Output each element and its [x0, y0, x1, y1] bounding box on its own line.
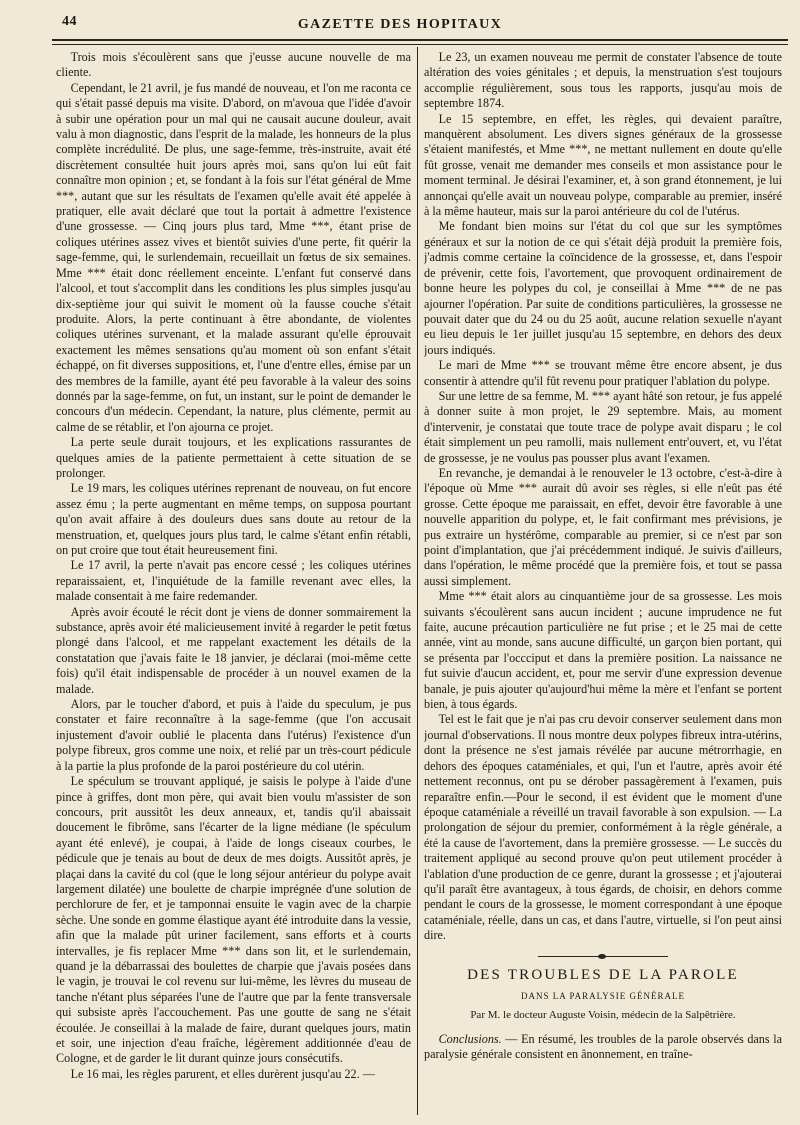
paragraph: Mme *** était alors au cinquantième jour de sa grossesse. Les mois suivants s'écoulèrent sans aucun incident ; aucune imprudence ne fut faite, aucune précaution particulière ne fut prise ; et le 25 mai de cette année, vint au monde, sans aucune difficulté, un garçon bien portant, qui se présenta par l'occciput et dans la première position. La naissance ne fut suivie d'aucun accident, et, pour me servir d'une expression devenue banale, je puis ajouter qu'aujourd'hui même la mère et l'enfant se portent bien, à tous égards. — [424, 589, 782, 712]
section-title: DES TROUBLES DE LA PAROLE — [467, 966, 739, 983]
paragraph: Sur une lettre de sa femme, M. *** ayant hâté son retour, je fus appelé à donner suite à mon projet, le 29 septembre. Mais, au moment d'intervenir, je constatai que toute trace de polype avait disparu ; le col était simplement un peu ramolli, mais nullement entr'ouvert, et, vu l'état de grossesse, je ne voulus pas pousser plus avant l'examen. — [424, 388, 782, 465]
paragraph: Tel est le fait que je n'ai pas cru devoir conserver seulement dans mon journal d'observations. Il nous montre deux polypes fibreux intra-utérins, dont la présence ne s'est jamais révélée par aucune métrorrhagie, en dehors des époques cataméniales, et qui, l'un et l'autre, après avoir été nettement reconnus, ont pu se dérober passagèrement à l'examen, puis reparaître enfin.—Pour le second, il est évident que le moment d'une époque cataméniale a réveillé un travail favorable à son expulsion. — La prolongation de séjour du premier, conformément à la règle générale, a été la cause de l'avortement, dans la première grossesse. — Le succès du traitement appliqué au second prouve qu'on peut utilement procéder à l'ablation d'une production de ce genre, durant la grossesse ; et j'ajouterai qu'il paraît être avantageux, à tous égards, de choisir, en dehors comme pendant le cours de la grossesse, le moment correspondant à une époque cataméniale, réelle, dans un cas, et dans l'autre, virtuelle, si l'on peut ainsi dire. — [424, 712, 782, 943]
paragraph: Le 16 mai, les règles parurent, et elles durèrent jusqu'au 22. — — [70, 1066, 375, 1081]
page-number: 44 — [62, 14, 77, 29]
paragraph: Cependant, le 21 avril, je fus mandé de nouveau, et l'on me raconta ce qui s'était passé depuis ma visite. D'abord, on m'avoua que l'idée d'avoir à subir une opération pour un mal qui ne causait aucune douleur, avait valu à mon diagnostic, dans l'esprit de la malade, les honneurs de la plus complète incrédulité. De plus, une sage-femme, très-instruite, avait été discrètement consultée huit jours après moi, sans qu'on lui eût fait connaître mon opinion ; et, se fondant à la fois sur l'état général de Mme ***, autant que sur les résultats de l'examen qu'elle avait été appelée à pratiquer, elle avait déclaré que tout la portait à admettre l'existence d'une grossesse. — Cinq jours plus tard, Mme ***, étant prise de coliques utérines assez vives et bientôt suivies d'une perte, fit quérir la sage-femme, qui, le surlendemain, recueillait un fœtus de six semaines. Mme *** était donc réellement enceinte. L'enfant fut conservé dans l'alcool, et tout s'accomplit dans les conditions les plus simples jusqu'au dix-septième jour qui suivit le moment où la fausse couche s'était produite. Alors, la perte continuant à être abondante, de violentes coliques utérines survenant, et la malade assurant qu'elle éprouvait exactement les mêmes sensations qu'au moment où son enfant s'était échappé, on fit diverses suppositions, et, l'une d'entre elles, émise par un des membres de la famille, ayant été peu favorable à la valeur des soins donnés par la sage-femme, on fut, un instant, sur le point de demander le concours d'un médecin. Cependant, la nature, plus clémente, permit au calme de se rétablir, et l'on ajourna ce projet. — [56, 80, 411, 434]
lead-text: — En résumé, les troubles de la parole observés dans la paralysie générale consistent en ânonnement, en traîne- — [424, 1031, 782, 1062]
paragraph: Alors, par le toucher d'abord, et puis à l'aide du speculum, je pus constater et faire reconnaître à la sage-femme (que l'on accusait injustement d'avoir oublié le placenta dans l'utérus) l'existence d'un polype fibreux, gros comme une noix, et relié par un très-court pédicule à la partie la plus profonde de la paroi postérieure du col utérin. — [56, 697, 411, 773]
right-column — [424, 50, 782, 1110]
paragraph: Le mari de Mme *** se trouvant même être encore absent, je dus consentir à attendre qu'il fût revenu pour pratiquer l'ablation du polype. — [424, 358, 782, 388]
column-divider — [417, 47, 418, 1115]
paragraph: Le 23, un examen nouveau me permit de constater l'absence de toute altération des voies génitales ; et depuis, la menstruation s'est toujours accomplie régulièrement, sous tous les rapports, jusqu'au mois de septembre 1874. — [424, 50, 782, 111]
paragraph: Le 15 septembre, en effet, les règles, qui devaient paraître, manquèrent absolument. Les divers signes généraux de la grossesse s'étaient manifestés, et Mme ***, ne mettant nullement en doute qu'elle fût grosse, venait me demander mes conseils et mon assistance pour le moment terminal. Je désirai l'examiner, et, à son grand étonnement, je lui annonçai qu'elle avait un nouveau polype, comparable au premier, inséré à la même hauteur, mais sur la paroi antérieure du col de l'utérus. — [424, 111, 782, 219]
paragraph: Le 17 avril, la perte n'avait pas encore cessé ; les coliques utérines reparaissaient, et, l'inquiétude de la famille revenant avec elles, la malade consentait à me faire redemander. — [56, 558, 411, 604]
paragraph: Le 19 mars, les coliques utérines reprenant de nouveau, on fut encore assez ému ; la perte augmentant en même temps, on supposa pourtant qu'on avait affaire à des douleurs dues sans doute au retour de la menstruation, et, quelques jours plus tard, le calme s'étant enfin rétabli, on put croire que tout était heureusement fini. — [56, 481, 411, 557]
lead-label: Conclusions. — [438, 1031, 502, 1046]
running-title: GAZETTE DES HOPITAUX — [297, 17, 503, 32]
left-column — [56, 50, 411, 1110]
paragraph: Après avoir écouté le récit dont je viens de donner sommairement la substance, après avoir été malicieusement invité à regarder le petit fœtus plongé dans l'alcool, et me rappelant exactement les détails de la constatation que j'avais faite le 18 janvier, je déclarai (moi-même cette fois) qu'il était indispensable de procéder à un nouvel examen de la malade. — [56, 604, 411, 696]
paragraph: Trois mois s'écoulèrent sans que j'eusse aucune nouvelle de ma cliente. — [56, 50, 411, 80]
section-author: Par M. le docteur Auguste Voisin, médecin de la Salpêtrière. — [470, 1009, 736, 1022]
paragraph: Me fondant bien moins sur l'état du col que sur les symptômes généraux et sur la notion de ce qui s'était déjà produit la première fois, j'admis comme certaine la coïncidence de la grossesse, et, dans l'espoir de prévenir, cette fois, l'avortement, que provoquent ordinairement de bonne heure les polypes du col, je conseillai à Mme *** de ne pas ajourner l'opération. Par suite de conditions particulières, la grossesse ne pouvait dater que du 24 ou du 25 août, aucune relation sexuelle n'ayant eu lieu depuis le 1er juillet jusqu'au 15 septembre, en dehors des deux jours indiqués. — [424, 219, 782, 357]
section-lead-paragraph — [424, 1032, 782, 1063]
section-separator — [538, 956, 668, 958]
section-subtitle: DANS LA PARALYSIE GÉNÉRALE — [520, 990, 686, 1001]
paragraph: Le spéculum se trouvant appliqué, je saisis le polype à l'aide d'une pince à griffes, dont mon père, qui avait bien voulu m'assister de son concours, prit aussitôt les deux anneaux, et, tandis qu'il abaissait doucement le fibrôme, sans l'écarter de la ligne médiane (le spéculum ayant été enlevé), je coupai, à l'aide de longs ciseaux courbes, le pédicule que je tenais au bout de deux de mes doigts. Aussitôt après, je plaçai dans la cavité du col (que le long séjour antérieur du polype avait largement dilatée) une boulette de charpie imprégnée d'une solution de perchlorure de fer, et je tamponnai ensuite le vagin avec de la charpie sèche. Une sonde en gomme élastique ayant été introduite dans la vessie, afin que la malade pût uriner facilement, sans efforts et à courts intervalles, je fis replacer Mme *** dans son lit, et le surlendemain, quand je la débarrassai des boulettes de charpie que j'avais posées dans le vagin, je trouvai le col revenu sur lui-même, les lèvres du museau de tanche n'étant plus séparées l'une de l'autre que par la fente transversale qui subsiste après l'accouchement. Pas une goutte de sang ne s'était écoulée. Je conseillai à la malade de faire, durant quelques jours, matin et soir, une injection d'eau fraîche, légèrement additionnée d'eau de Cologne, et de garder le lit durant quinze jours consécutifs. — [56, 774, 411, 1066]
paragraph: La perte seule durait toujours, et les explications rassurantes de quelques amies de la patiente permettaient à cette situation de se prolonger. — [56, 435, 411, 480]
header-rule — [52, 39, 788, 45]
paragraph: En revanche, je demandai à le renouveler le 13 octobre, c'est-à-dire à l'époque où Mme *** aurait dû avoir ses règles, si elle n'eût pas été grosse. Cette époque me paraissait, en effet, devoir être favorable à une nouvelle apparition du polype, et, le fait confirmant mes prévisions, je pus extraire un hystérôme, comparable au premier, si ce n'est par son point d'implantation, que j'ai précédemment indiqué. Je suivis d'ailleurs, dans l'opération, le même procédé que la première fois, et tout se passa aussi simplement. — [424, 465, 782, 588]
